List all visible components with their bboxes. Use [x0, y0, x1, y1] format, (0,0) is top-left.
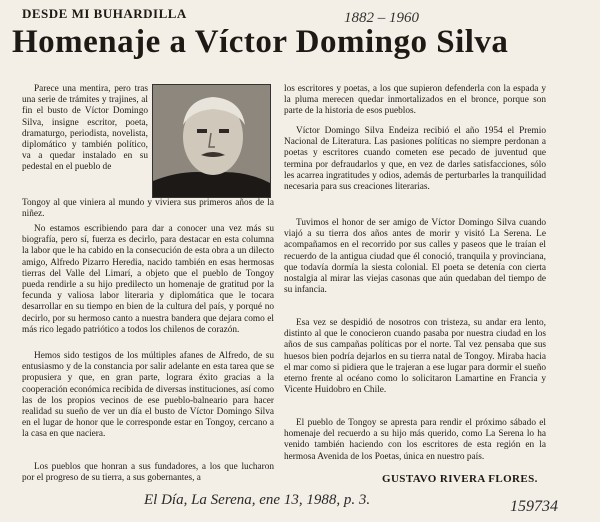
column-kicker: DESDE MI BUHARDILLA — [22, 6, 187, 21]
paragraph-1: Parece una mentira, pero tras una serie de trámites y trajines, al fin el busto de Víctor Domingo Silva, insigne escritor, poeta, dramaturgo, periodista, novelista, diplomático y también político, va a quedar instalado en su pedestal en el pueblo de — [22, 84, 148, 173]
paragraph-3: Hemos sido testigos de los múltiples afanes de Alfredo, de su entusiasmo y de la constancia por salir adelante en esta tarea que se propusiera y que, en gran parte, lograra éxito gracias a la cooperación económica recibida de diversas instituciones, así como las de los propios vecinos de ese pueblo-balneario para hacer realidad su sueño de ver un día el busto de Víctor Domingo Silva en el lugar de honor que le corresponde estar en Tongoy, cercano a la casa en que naciera. — [22, 351, 274, 440]
paragraph-6: Tuvimos el honor de ser amigo de Víctor Domingo Silva cuando viajó a su tierra dos años antes de morir y visitó La Serena. Le acompañamos en el recorrido por sus calles y paseos que le traían el recuerdo de la antigua ciudad que él conoció, tranquila y provinciana, que todavía dormía la siesta colonial. El poeta se detenía con cierta nostalgia al mirar las viejas casonas que aún quedaban del tiempo de su infancia. — [284, 218, 546, 296]
paragraph-8: El pueblo de Tongoy se apresta para rendir el próximo sábado el homenaje del recuerdo a su hijo más querido, como La Serena lo ha venido también haciendo con los escritores de esta región en la hermosa Avenida de los Poetas, única en nuestro país. — [284, 418, 546, 462]
paragraph-4-continued: los escritores y poetas, a los que supieron defenderla con la espada y la pluma merecen quedar inmortalizados en el bronce, porque son parte de la historia de esos pueblos. — [284, 84, 546, 117]
paragraph-1-continued: Tongoy al que viniera al mundo y viviera sus primeros años de la niñez. — [22, 198, 274, 220]
handwritten-source: El Día, La Serena, ene 13, 1988, p. 3. — [144, 492, 371, 508]
portrait-photo — [152, 84, 271, 198]
paragraph-2: No estamos escribiendo para dar a conocer una vez más su biografía, pero sí, fuerza es decirlo, para destacar en esta columna la labor que le ha cabido en la consecución de esta obra a un dilecto amigo, Alfredo Pizarro Heredia, nacido también en esas hermosas tierras del Valle del Limarí, a objeto que el pueblo de Tongoy pueda rendirle a su hijo predilecto un homenaje de gratitud por la fecunda y valiosa labor literaria y diplomática que le tocara desarrollar en su tiempo en bien de la cultura del país, y porqué no decirlo, por su hermoso canto a nuestra bandera que dejara como el más rico legado patriótico a todos los chilenos de corazón. — [22, 224, 274, 335]
headline: Homenaje a Víctor Domingo Silva — [12, 24, 509, 60]
byline: GUSTAVO RIVERA FLORES. — [382, 473, 538, 485]
handwritten-years: 1882 – 1960 — [344, 10, 419, 26]
paragraph-4: Los pueblos que honran a sus fundadores, a los que lucharon por el progreso de su tierra, a sus gobernantes, a — [22, 462, 274, 484]
paragraph-7: Esa vez se despidió de nosotros con tristeza, su andar era lento, distinto al que le conocieron cuando pasaba por nuestra ciudad en los años de sus campañas políticas por el norte. Tal vez pensaba que sus huesos bien podría dejarlos en su tierra natal de Tongoy. Miraba hacia el mar como si pidiera que le trajeran a ese lugar para dormir el sueño eterno frente al océano como lo solicitaron Lamartine en Francia y Vicente Huidobro en Chile. — [284, 318, 546, 396]
handwritten-reference-number: 159734 — [510, 498, 558, 515]
paragraph-5: Víctor Domingo Silva Endeiza recibió el año 1954 el Premio Nacional de Literatura. Las pasiones políticas no siempre perdonan a poetas y escritores cuando cometen ese pecado de juventud que termina por defraudarlos y que, en vez de darles satisfacciones, sólo les acarrea ingratitudes y odios, además de perturbarles la tranquilidad necesaria para sus creaciones literarias. — [284, 126, 546, 193]
portrait-icon — [153, 85, 270, 197]
